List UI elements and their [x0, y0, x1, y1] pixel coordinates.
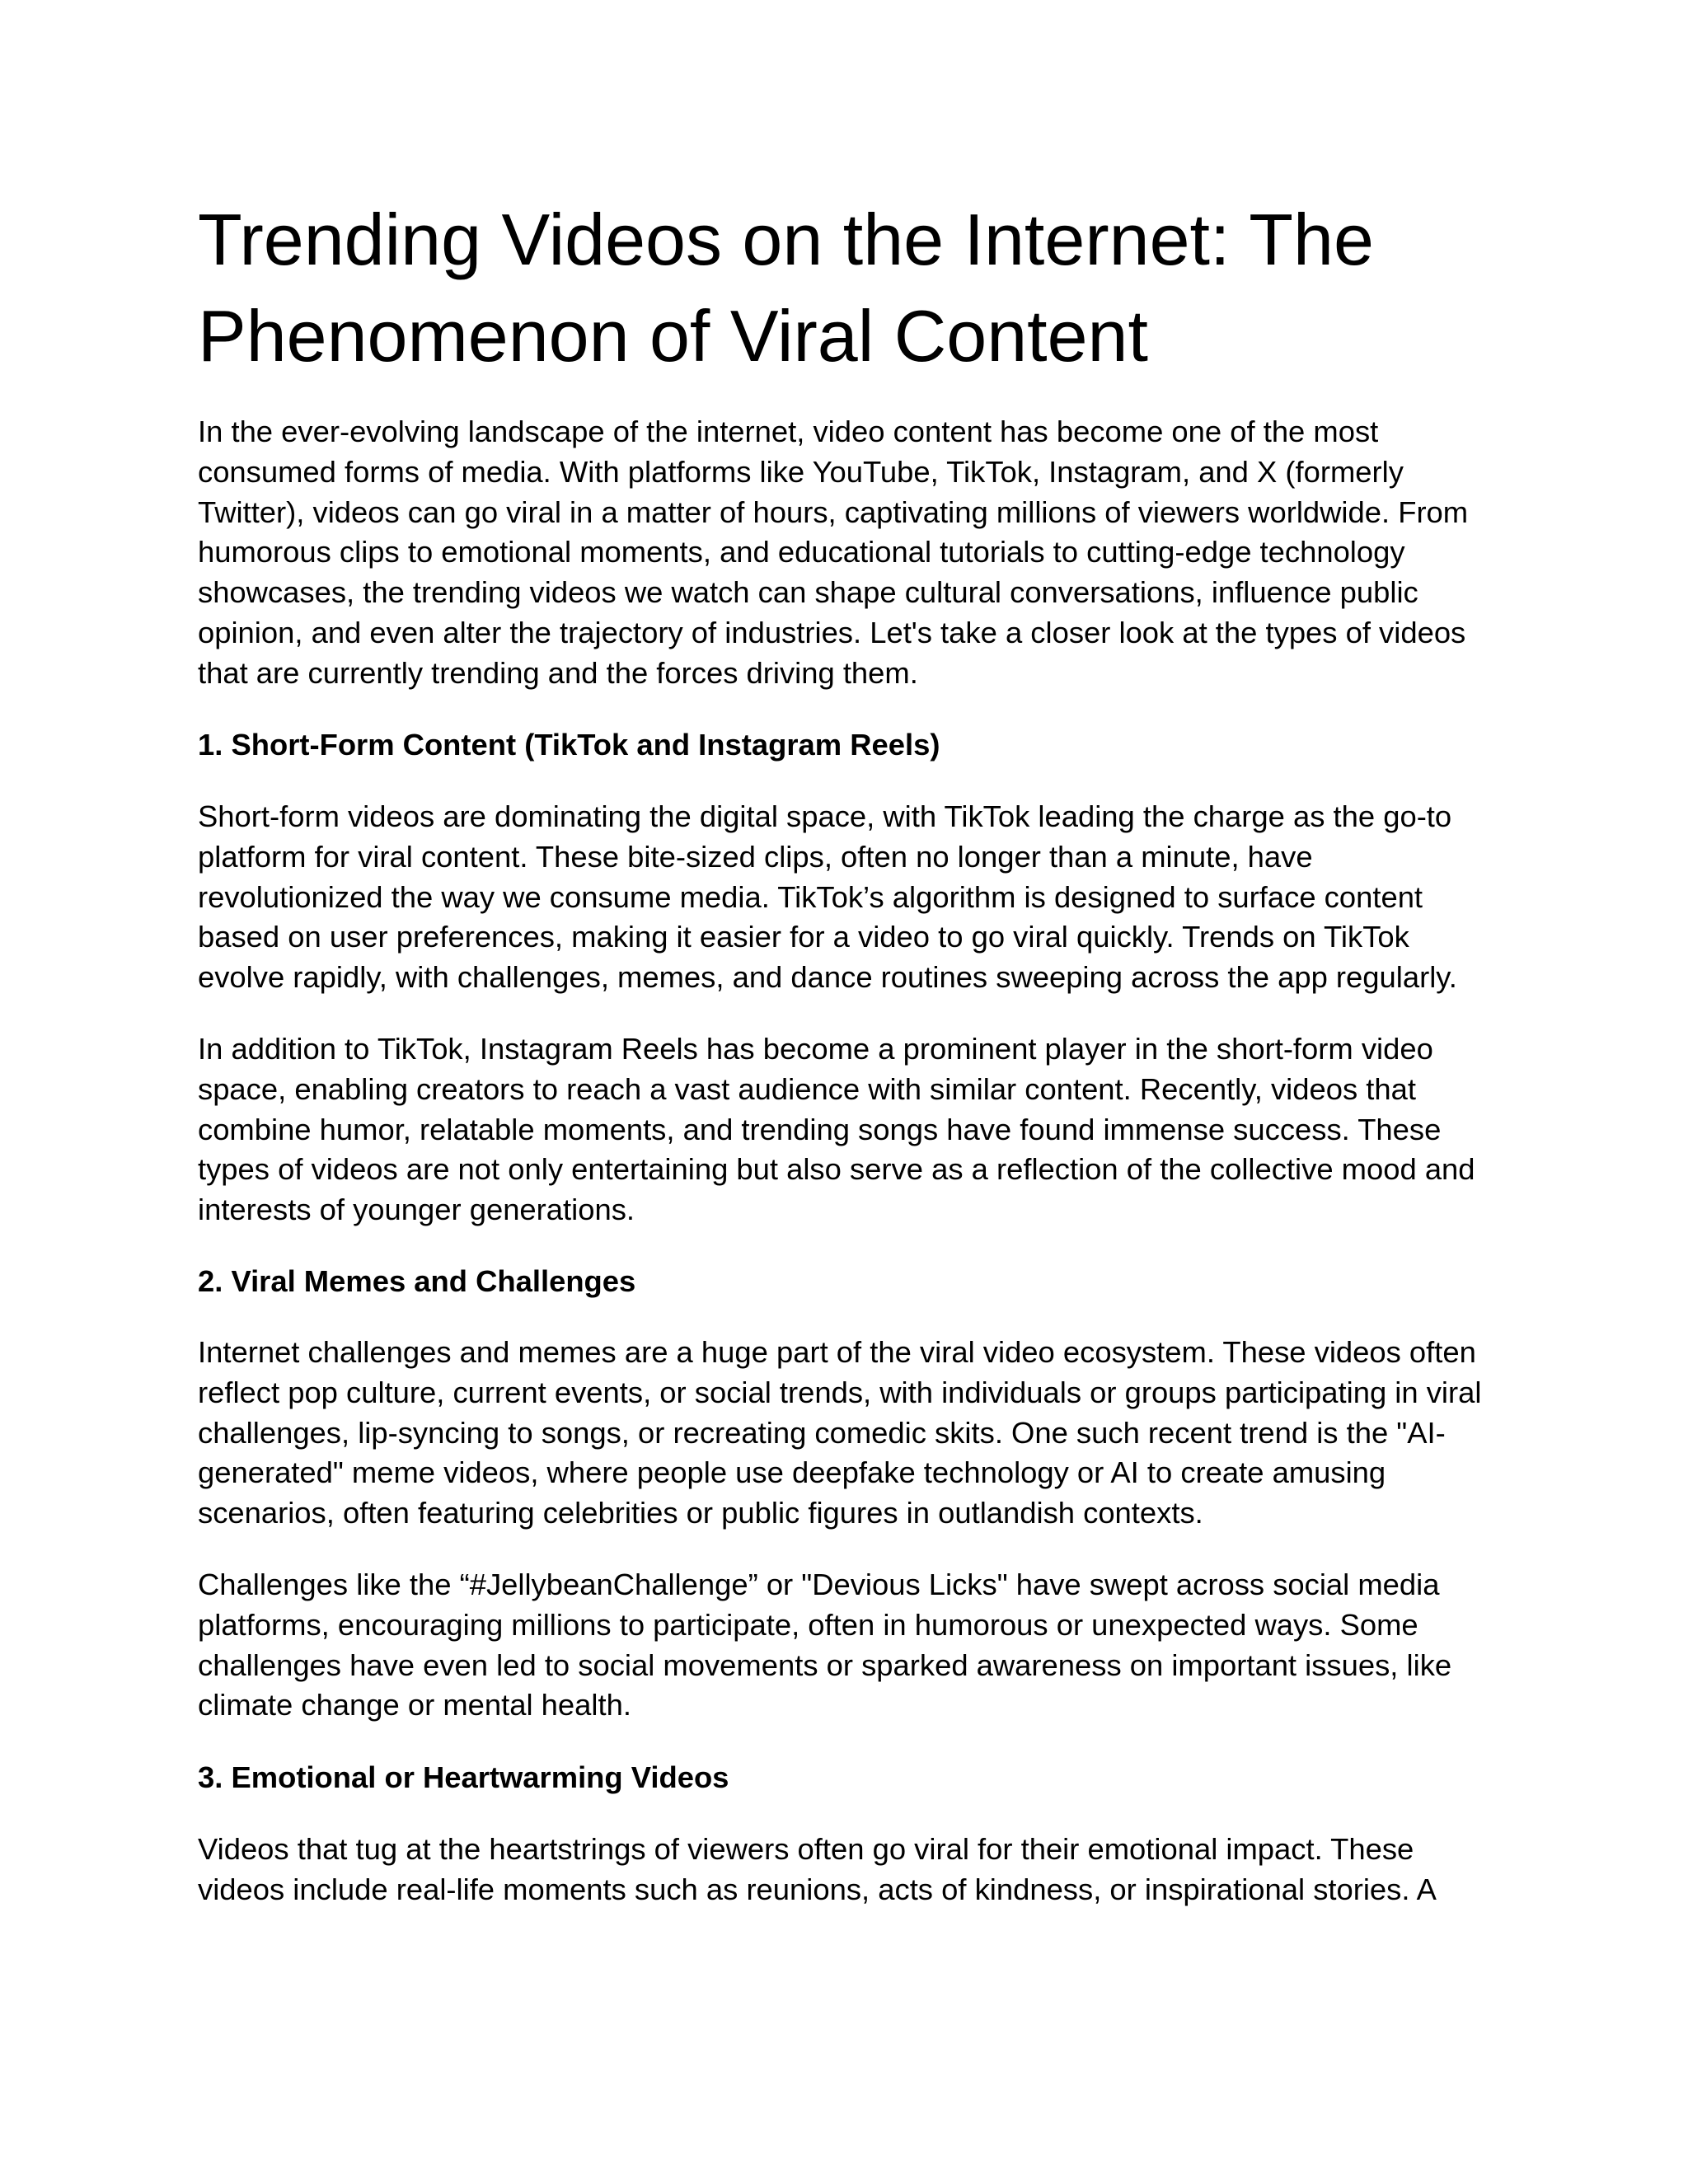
section-2-paragraph-2: Challenges like the “#JellybeanChallenge” or "Devious Licks" have swept across social media platforms, encouraging millions to participate, often in humorous or unexpected ways. Some challenges have even led to social movements or sparked awareness on important issues, like climate change or mental health. — [198, 1568, 1452, 1722]
section-1-paragraph-2: In addition to TikTok, Instagram Reels has become a prominent player in the short-form video space, enabling creators to reach a vast audience with similar content. Recently, videos that combine humor, relatable moments, and trending songs have found immense success. These types of videos are not only entertaining but also serve as a reflection of the collective mood and interests of younger generations. — [198, 1032, 1475, 1227]
section-2-paragraph-1: Internet challenges and memes are a huge part of the viral video ecosystem. These videos often reflect pop culture, current events, or social trends, with individuals or groups participating in viral challenges, lip-syncing to songs, or recreating comedic skits. One such recent trend is the "AI-generated" meme videos, where people use deepfake technology or AI to create amusing scenarios, often featuring celebrities or public figures in outlandish contexts. — [198, 1335, 1482, 1530]
section-3-paragraph-1: Videos that tug at the heartstrings of viewers often go viral for their emotional impact. These videos include real-life moments such as reunions, acts of kindness, or inspirational stories. A — [198, 1832, 1437, 1906]
document-page — [198, 0, 1500, 2184]
section-3-heading: 3. Emotional or Heartwarming Videos — [198, 1760, 729, 1794]
section-1-paragraph-1: Short-form videos are dominating the digital space, with TikTok leading the charge as the go-to platform for viral content. These bite-sized clips, often no longer than a minute, have revolutionized the way we consume media. TikTok’s algorithm is designed to surface content based on user preferences, making it easier for a video to go viral quickly. Trends on TikTok evolve rapidly, with challenges, memes, and dance routines sweeping across the app regularly. — [198, 799, 1457, 995]
section-2-heading: 2. Viral Memes and Challenges — [198, 1264, 636, 1298]
document-title: Trending Videos on the Internet: The Phenomenon of Viral Content — [198, 199, 1374, 377]
intro-paragraph: In the ever-evolving landscape of the internet, video content has become one of the most consumed forms of media. With platforms like YouTube, TikTok, Instagram, and X (formerly Twitter), videos can go viral in a matter of hours, captivating millions of viewers worldwide. From humorous clips to emotional moments, and educational tutorials to cutting-edge technology showcases, the trending videos we watch can shape cultural conversations, influence public opinion, and even alter the trajectory of industries. Let's take a closer look at the types of videos that are currently trending and the forces driving them. — [198, 415, 1469, 690]
section-1-heading: 1. Short-Form Content (TikTok and Instagram Reels) — [198, 728, 940, 762]
